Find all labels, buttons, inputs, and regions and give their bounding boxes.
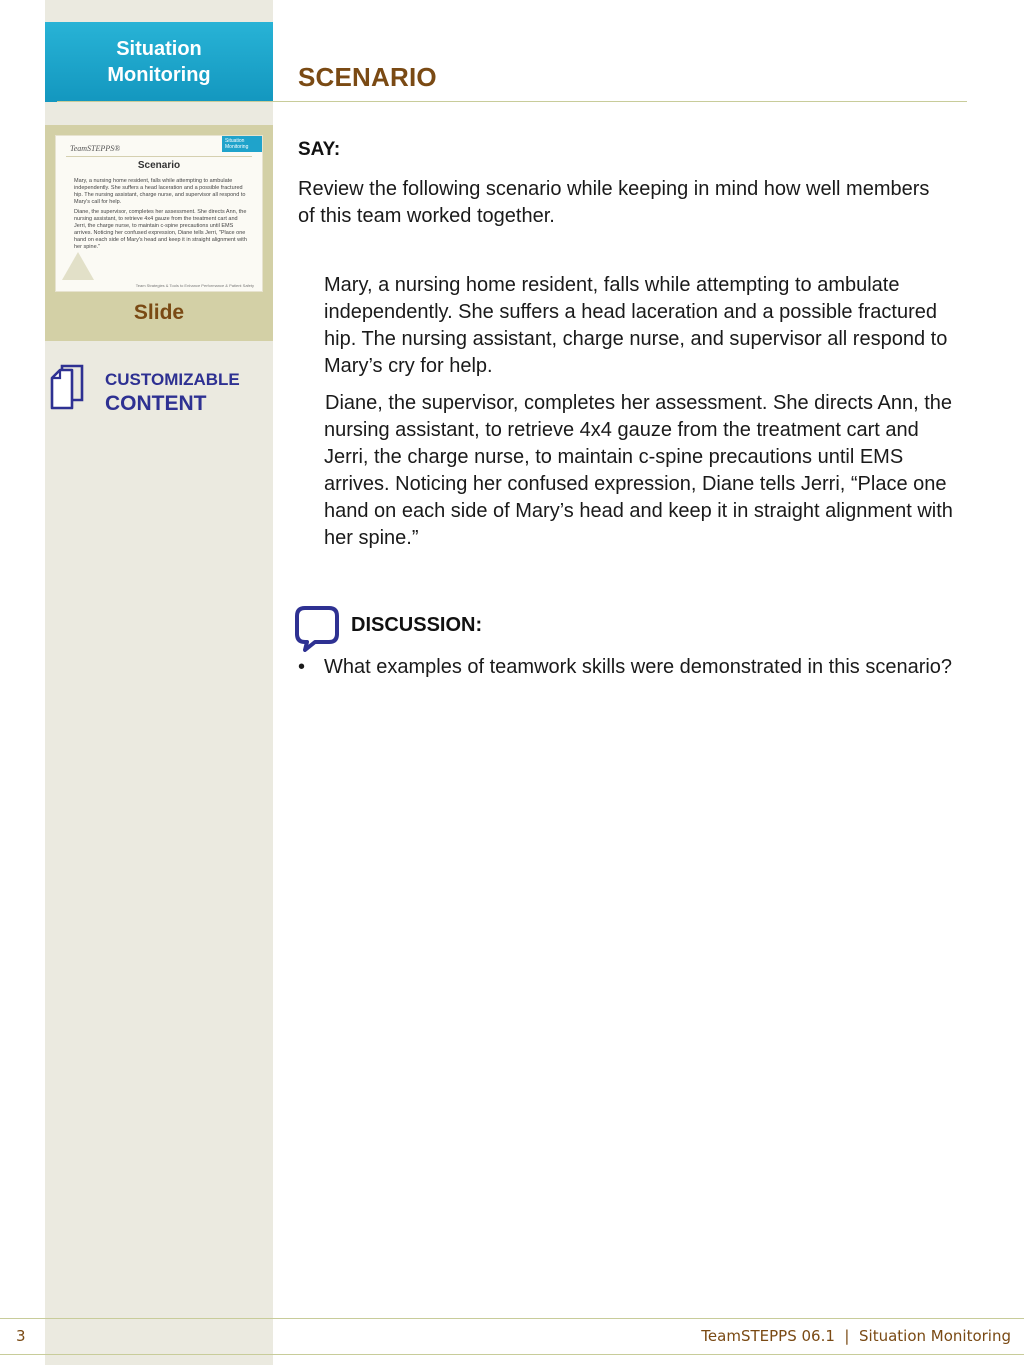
thumbnail-paragraph: Mary, a nursing home resident, falls while attempting to ambulate independently. She suffers a head laceration and a possible fractured hip. The nursing assistant, charge nurse, and supervisor all respond to Mary's call for help.: [74, 178, 246, 205]
thumbnail-logo-triangle: [62, 252, 94, 280]
footer-divider-bottom: [0, 1354, 1024, 1355]
bullet-marker: •: [298, 656, 306, 678]
thumbnail-divider: [66, 156, 252, 157]
say-heading: SAY:: [298, 139, 341, 160]
thumbnail-footer: Team Strategies & Tools to Enhance Performance & Patient Safety: [135, 283, 254, 288]
thumbnail-body: [74, 178, 250, 254]
say-text: Review the following scenario while keeping in mind how well members of this team worked together.: [298, 178, 930, 227]
thumbnail-brand: TeamSTEPPS®: [70, 144, 121, 153]
discussion-item: What examples of teamwork skills were demonstrated in this scenario?: [324, 656, 953, 678]
section-tab: Situation Monitoring: [45, 22, 273, 102]
content-label: CONTENT: [105, 392, 207, 415]
title-divider: [57, 101, 967, 102]
slide-label: Slide: [133, 301, 185, 324]
footer-text: TeamSTEPPS 06.1 | Situation Monitoring: [701, 1327, 1011, 1345]
speech-bubble-icon: [295, 604, 339, 652]
thumbnail-title: Scenario: [137, 160, 181, 171]
slide-panel: [45, 125, 273, 341]
scenario-paragraph: Diane, the supervisor, completes her assessment. She directs Ann, the nursing assistant, to retrieve 4x4 gauze from the treatment cart and Jerri, the charge nurse, to maintain c-spine precautions until EMS arrives. Noticing her confused expression, Diane tells Jerri, “Place one hand on each side of Mary’s head and keep it in straight alignment with her spine.”: [324, 392, 953, 549]
scenario-paragraph: Mary, a nursing home resident, falls while attempting to ambulate independently. She suffers a head laceration and a possible fractured hip. The nursing assistant, charge nurse, and supervisor all respond to Mary’s cry for help.: [324, 274, 948, 377]
customizable-label: CUSTOMIZABLE: [105, 370, 240, 389]
document-icon: [50, 364, 84, 410]
scenario-text: [324, 272, 954, 562]
page-number: 3: [16, 1327, 26, 1345]
slide-thumbnail[interactable]: [56, 136, 262, 291]
footer-divider-top: [0, 1318, 1024, 1319]
thumbnail-tab: Situation Monitoring: [222, 136, 262, 152]
page-title: SCENARIO: [298, 62, 437, 92]
discussion-heading: DISCUSSION:: [351, 614, 483, 636]
thumbnail-paragraph: Diane, the supervisor, completes her assessment. She directs Ann, the nursing assistant, to retrieve 4x4 gauze from the treatment cart and Jerri, the charge nurse, to maintain c-spine precautions until EMS arrives. Noticing her confused expression, Diane tells Jerri, "Place one hand on each side of Mary's head and keep it in straight alignment with her spine.": [74, 209, 247, 250]
